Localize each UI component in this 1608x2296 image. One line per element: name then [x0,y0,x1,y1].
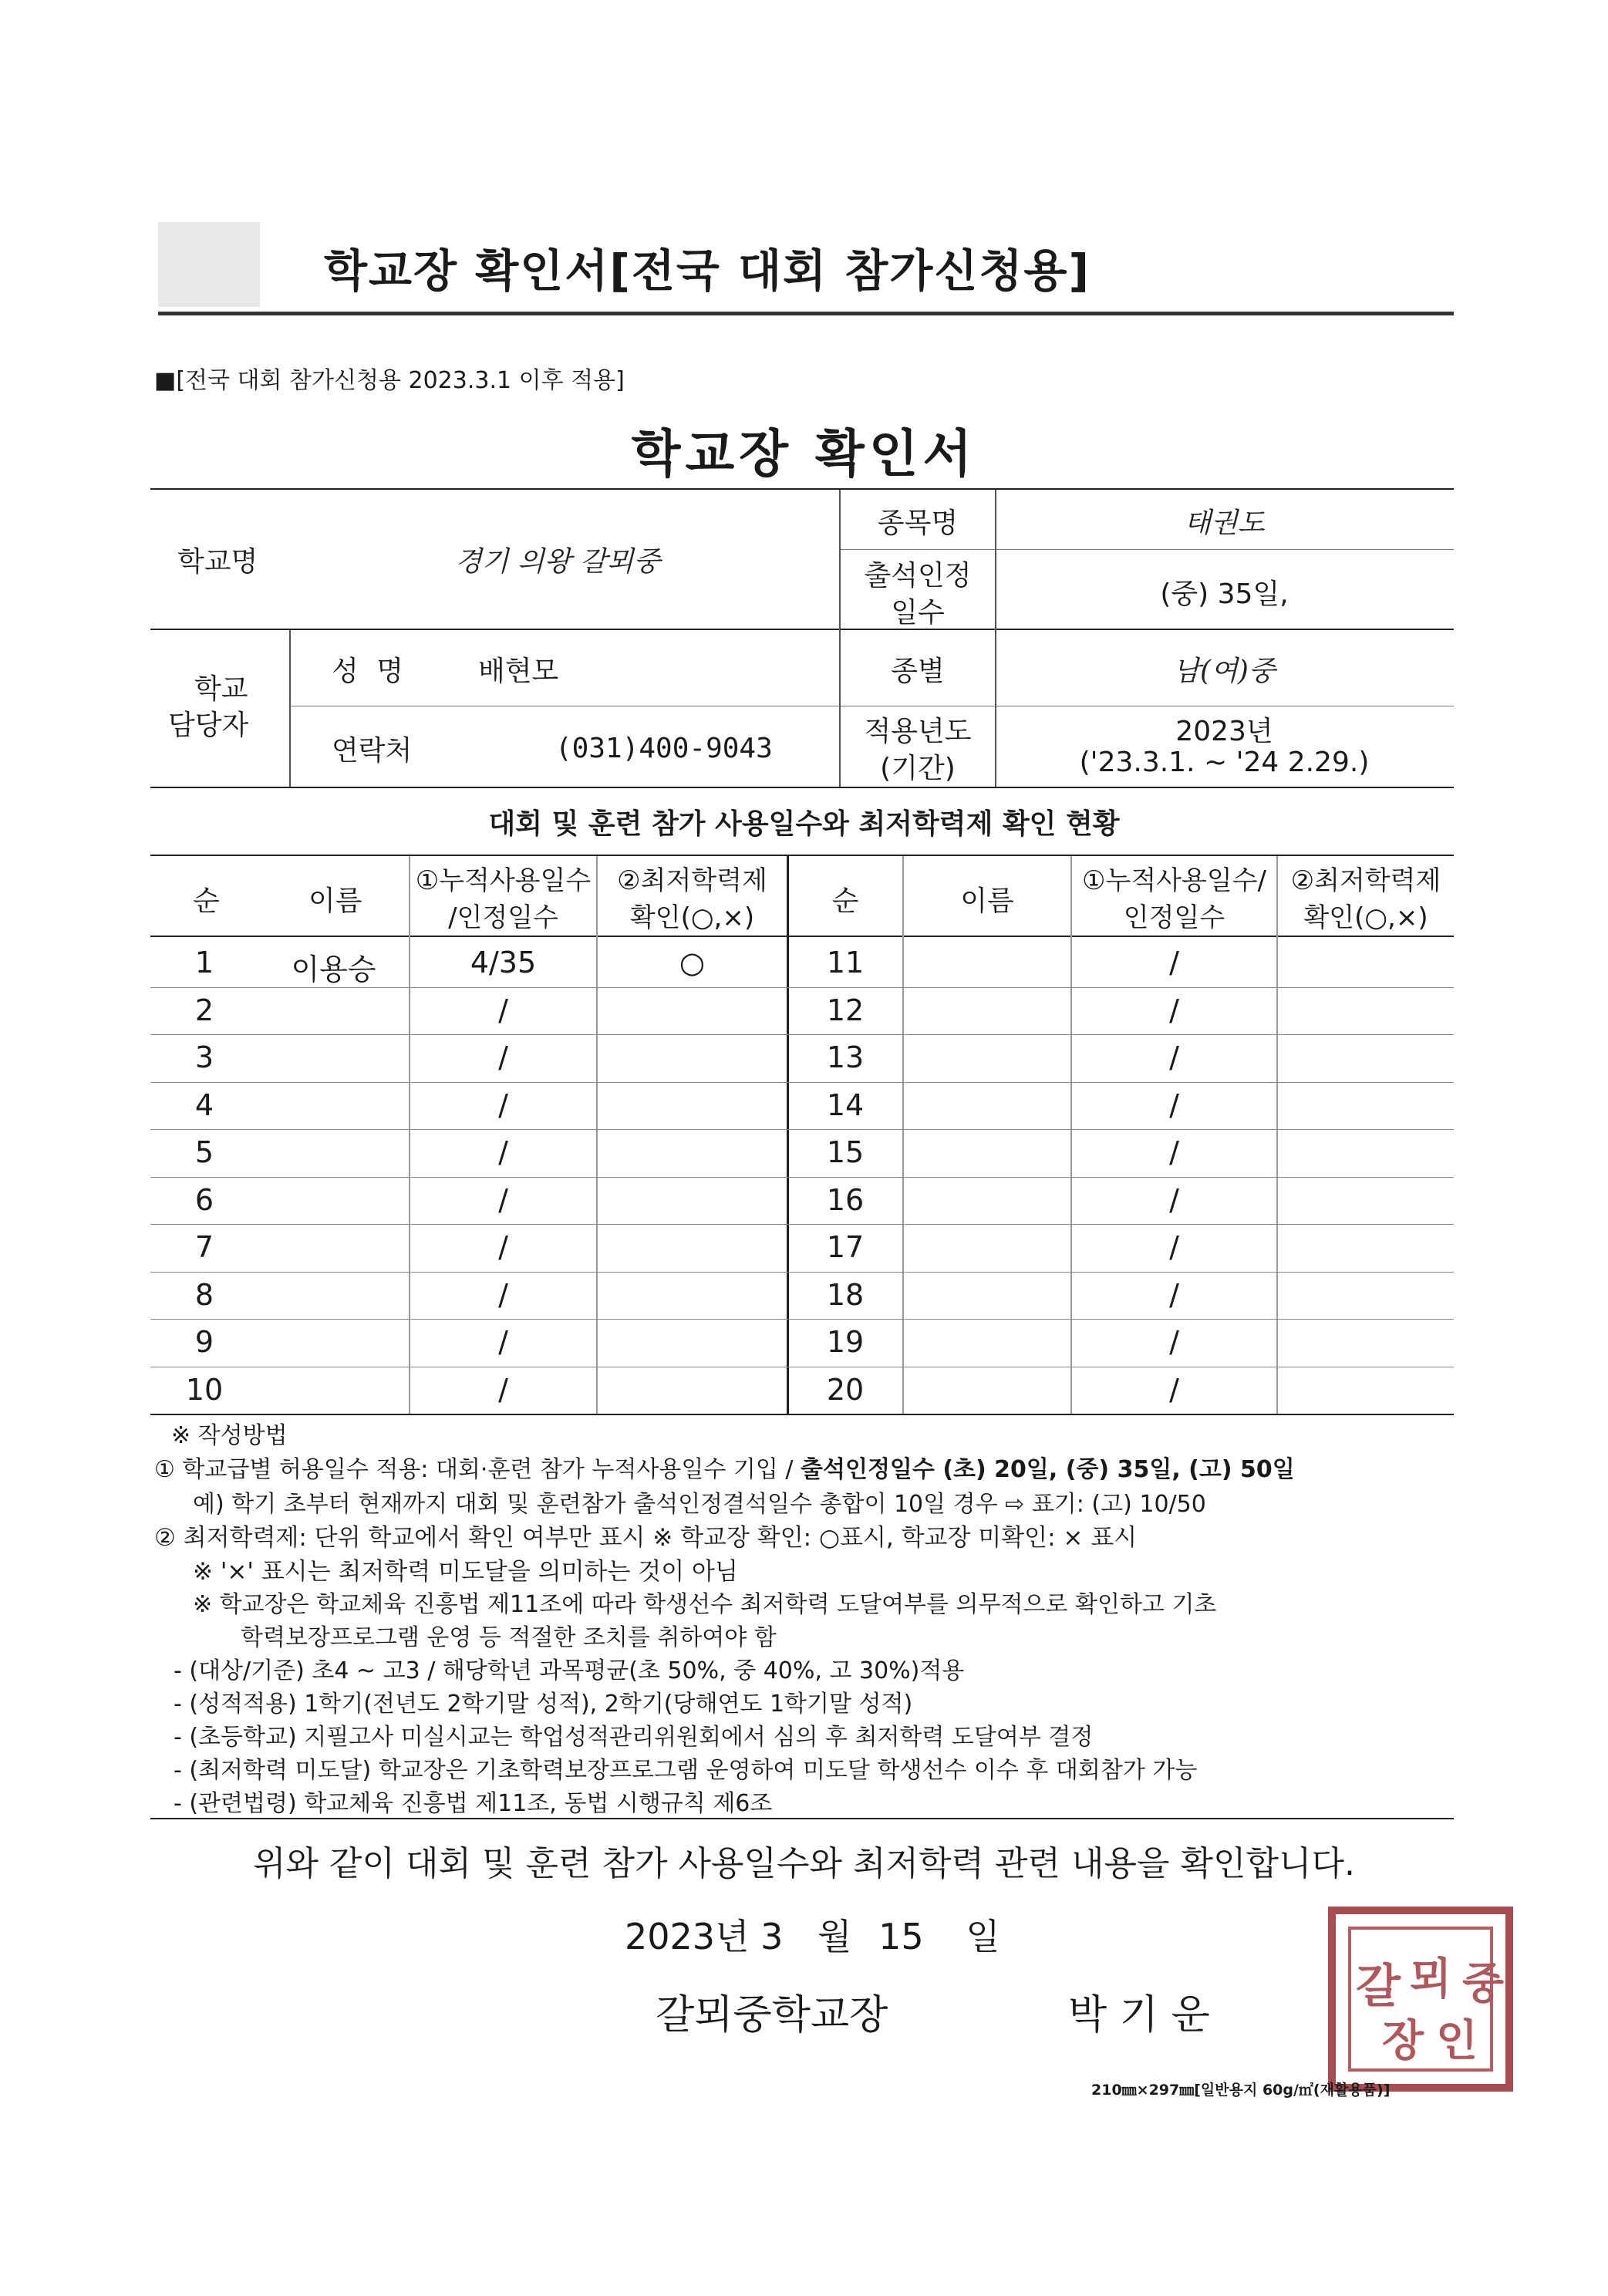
row-number-right: 14 [826,1087,865,1122]
col-days-right-1: ①누적사용일수/ [1082,865,1266,896]
row-days: / [498,1230,508,1264]
row-number-right: 17 [826,1230,865,1264]
attendance-label-2: 일수 [891,597,945,629]
row-days-right: / [1169,1230,1179,1264]
row-days-right: / [1169,1325,1179,1359]
row-days: / [498,1040,508,1074]
note-6: - (성적적용) 1학기(전년도 2학기말 성적), 2학기(당해연도 1학기말 성적) [174,1691,913,1718]
row-rule [150,1082,1454,1083]
school-label: 학교명 [177,546,258,578]
row-rule [150,1177,1454,1178]
rule [839,549,1454,550]
row-number: 1 [194,946,214,979]
row-days-right: / [1169,1182,1179,1217]
row-number: 10 [185,1372,224,1407]
row-number: 6 [194,1182,214,1217]
period-value: ('23.3.1. ~ '24 2.29.) [1079,747,1370,778]
subtitle: ■[전국 대회 참가신청용 2023.3.1 이후 적용] [154,367,625,394]
row-rule [150,1034,1454,1035]
col-check-2: 확인(○,×) [629,902,755,933]
notes-heading: ※ 작성방법 [171,1422,288,1449]
row-days: / [498,1277,508,1312]
note-3: ※ '×' 표시는 최저학력 미도달을 의미하는 것이 아님 [193,1558,738,1586]
year-value: 2023년 [1175,716,1273,747]
divider [902,856,904,1414]
note-9: - (관련법령) 학교체육 진흥법 제11조, 동법 시행규칙 제6조 [174,1790,773,1817]
col-check-right-2: 확인(○,×) [1303,902,1428,933]
school-value: 경기 의왕 갈뫼중 [455,546,661,578]
col-name-right: 이름 [960,885,1014,917]
name-label: 성 명 [332,656,408,687]
attendance-value: (중) 35일, [1160,578,1289,610]
row-rule [150,1129,1454,1130]
note-1 [154,1450,1295,1484]
row-days-right: / [1169,1277,1179,1312]
note-8: - (최저학력 미도달) 학교장은 기초학력보장프로그램 운영하여 미도달 학생선수 이수 후 대회참가 가능 [174,1757,1198,1784]
seal-glyph: 장 [1382,2015,1424,2066]
row-number: 5 [194,1135,214,1169]
date-year: 2023년 [625,1916,750,1957]
seal-glyph: 뫼 [1410,1954,1452,2004]
main-title: 학교장 확인서 [631,424,977,484]
divider [1276,856,1278,1414]
row-number: 4 [194,1087,214,1122]
col-days-2: /인정일수 [448,902,558,933]
note-4a: ※ 학교장은 학교체육 진흥법 제11조에 따라 학생선수 최저학력 도달여부를 의무적으로 확인하고 기초 [193,1591,1217,1618]
row-rule [150,1272,1454,1273]
name-value: 배현모 [478,656,559,687]
row-number-right: 12 [826,993,865,1027]
row-days-right: / [1169,993,1179,1027]
row-rule [150,1319,1454,1320]
confirm-statement: 위와 같이 대회 및 훈련 참가 사용일수와 최저학력 관련 내용을 확인합니다. [253,1844,1355,1883]
row-number: 2 [194,993,214,1027]
date-line [625,1909,1000,1960]
note-2: ② 최저학력제: 단위 학교에서 확인 여부만 표시 ※ 학교장 확인: ○표시, 학교장 미확인: × 표시 [154,1524,1138,1552]
row-days: / [498,993,508,1027]
col-check-1: ②최저학력제 [617,865,767,896]
header-rule [158,312,1454,315]
row-number-right: 18 [826,1277,865,1312]
status-title: 대회 및 훈련 참가 사용일수와 최저학력제 확인 현황 [488,808,1120,840]
row-days-right: / [1169,1087,1179,1122]
rule [150,1414,1454,1415]
signature-principal: 박 기 운 [1068,1992,1210,2038]
rule [150,936,1454,937]
manager-label-2: 담당자 [168,710,249,741]
col-name: 이름 [308,885,362,917]
row-number: 3 [194,1040,214,1074]
row-days: / [498,1182,508,1217]
row-days: / [498,1135,508,1169]
year-label-1: 적용년도 [864,716,972,747]
seal-glyph: 인 [1436,2015,1478,2066]
col-order: 순 [193,885,220,917]
year-label-2: (기간) [880,753,956,784]
col-days-right-2: 인정일수 [1123,902,1225,933]
row-number-right: 11 [826,946,865,979]
row-number-right: 13 [826,1040,865,1074]
note-1-example: 예) 학기 초부터 현재까지 대회 및 훈련참가 출석인정결석일수 총합이 10일 경우 ⇨ 표기: (고) 10/50 [193,1491,1206,1518]
row-rule [150,1224,1454,1225]
date-day-unit: 일 [966,1916,1000,1957]
seal-glyph: 갈 [1356,1960,1401,2014]
row-check: ○ [679,946,706,979]
contact-label: 연락처 [332,735,413,767]
seal-glyph: 중 [1462,1958,1505,2009]
row-days: / [498,1087,508,1122]
rule [150,629,1454,630]
row-number-right: 15 [826,1135,865,1169]
sport-label: 종목명 [877,507,959,539]
rule [150,1818,1454,1819]
rule [150,787,1454,788]
row-days: 4/35 [470,946,537,979]
row-days: / [498,1325,508,1359]
sport-value: 태권도 [1184,507,1265,539]
note-5: - (대상/기준) 초4 ~ 고3 / 해당학년 과목평균(초 50%, 중 40%, 고 30%)적용 [174,1657,965,1684]
row-number-right: 16 [826,1182,865,1217]
row-number-right: 19 [826,1325,865,1359]
rule [150,488,1454,490]
row-name: 이용승 [291,952,376,986]
note-1-text: ① 학교급별 허용일수 적용: 대회·훈련 참가 누적사용일수 기입 / [154,1456,801,1483]
note-1-bold: 출석인정일수 (초) 20일, (중) 35일, (고) 50일 [801,1456,1295,1483]
contact-value: (031)400-9043 [555,733,773,764]
attendance-label-1: 출석인정 [864,560,972,592]
note-7: - (초등학교) 지필고사 미실시교는 학업성적관리위원회에서 심의 후 최저학력 도달여부 결정 [174,1724,1094,1751]
divider [289,630,291,787]
manager-label-1: 학교 [194,673,248,705]
gender-label: 종별 [891,656,945,687]
row-number: 9 [194,1325,214,1359]
row-number-right: 20 [826,1372,865,1407]
rule [150,855,1454,856]
official-seal [1328,1907,1513,2092]
signature-school: 갈뫼중학교장 [656,1992,888,2038]
col-order-right: 순 [831,885,859,917]
row-days-right: / [1169,1040,1179,1074]
row-days-right: / [1169,1135,1179,1169]
paper-spec: 210㎜×297㎜[일반용지 60g/㎡(재활용품)] [1091,2082,1391,2099]
date-day: 15 [878,1916,924,1957]
row-rule [150,987,1454,988]
header-gray-box [158,222,260,307]
col-days-1: ①누적사용일수 [415,865,592,896]
row-days-right: / [1169,946,1179,979]
col-check-right-1: ②최저학력제 [1290,865,1441,896]
row-days-right: / [1169,1372,1179,1407]
date-month: 3 [760,1916,784,1957]
divider [596,856,598,1414]
document-header-title: 학교장 확인서[전국 대회 참가신청용] [324,244,1091,297]
gender-value: 남(여)중 [1173,656,1276,687]
date-month-unit: 월 [817,1916,852,1957]
row-number: 7 [194,1230,214,1264]
note-4b: 학력보장프로그램 운영 등 적절한 조치를 취하여야 함 [241,1624,777,1651]
row-number: 8 [194,1277,214,1312]
row-days: / [498,1372,508,1407]
